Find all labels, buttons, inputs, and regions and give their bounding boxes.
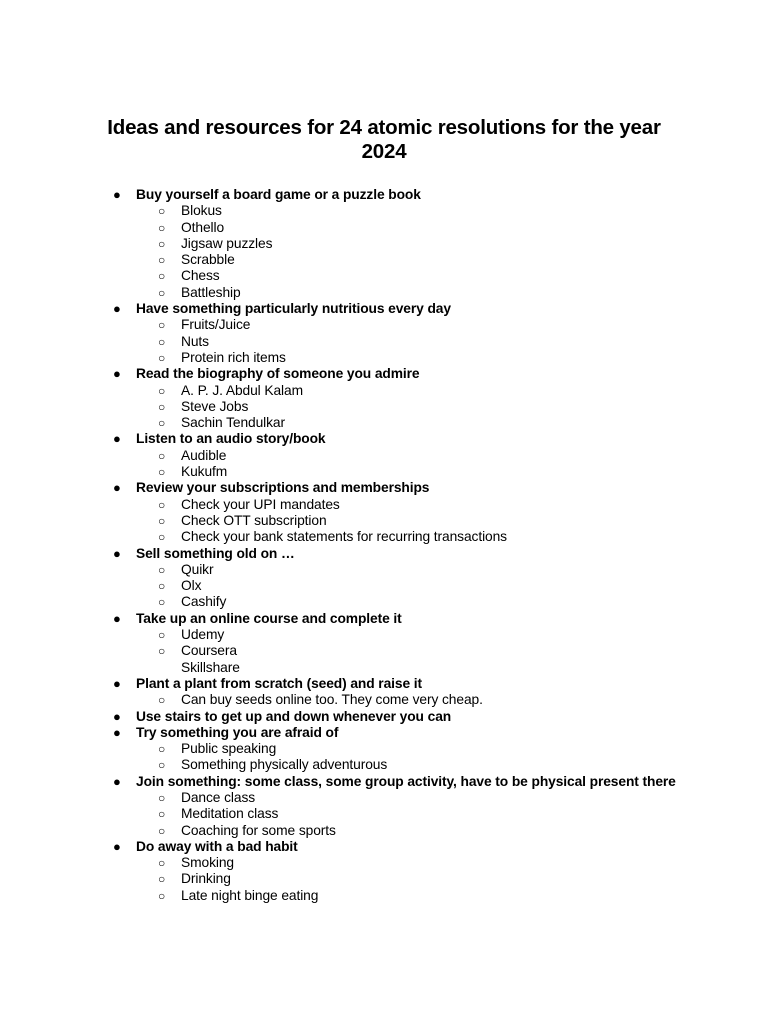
bullet-icon: ● (113, 724, 121, 740)
sub-list (136, 692, 676, 708)
list-item-label: Plant a plant from scratch (seed) and raise it (136, 675, 422, 691)
sub-list-item (158, 496, 676, 513)
bullet-icon: ● (113, 675, 121, 691)
sub-list-item (158, 692, 676, 708)
sub-bullet-icon: ○ (158, 823, 166, 838)
sub-list-item (158, 741, 676, 757)
sub-list-item (158, 512, 676, 529)
sub-bullet-icon: ○ (158, 285, 166, 300)
sub-list-item-label: Check your UPI mandates (181, 496, 340, 512)
sub-bullet-icon: ○ (158, 220, 166, 235)
list-item-label: Have something particularly nutritious every day (136, 301, 451, 317)
list-item (113, 773, 676, 839)
sub-bullet-icon: ○ (158, 334, 166, 349)
sub-list-item-label: Olx (181, 578, 202, 594)
sub-list-item-label: Dance class (181, 789, 256, 805)
list-item (113, 838, 676, 904)
sub-list-item (181, 660, 676, 676)
sub-list-item-label: Check your bank statements for recurring transactions (181, 529, 507, 545)
sub-list-item-label: Sachin Tendulkar (181, 415, 285, 431)
sub-list-item-label: Late night binge eating (181, 887, 319, 903)
list-item-label: Buy yourself a board game or a puzzle book (136, 187, 421, 202)
sub-list-item (158, 561, 676, 578)
sub-list-item-label: Meditation class (181, 806, 279, 822)
sub-list-item-label: Steve Jobs (181, 398, 249, 414)
sub-list (136, 741, 676, 774)
sub-list-item (158, 219, 676, 236)
sub-list-item-label: Smoking (181, 855, 234, 871)
sub-bullet-icon: ○ (158, 595, 166, 610)
sub-list-item (158, 464, 676, 480)
sub-list-item (158, 349, 676, 366)
sub-list-item (158, 822, 676, 839)
sub-list-item (158, 203, 676, 219)
sub-list-item (158, 268, 676, 284)
sub-list-item-label: Quikr (181, 561, 214, 577)
sub-bullet-icon: ○ (158, 888, 166, 903)
sub-list-item (158, 317, 676, 333)
sub-list-item-label: Audible (181, 447, 227, 463)
sub-list-item (158, 578, 676, 594)
sub-list (136, 448, 676, 481)
list-item-label: Sell something old on … (136, 545, 295, 561)
sub-bullet-icon: ○ (158, 465, 166, 480)
resolution-list (113, 187, 676, 904)
bullet-icon: ● (113, 187, 121, 202)
list-item (113, 366, 676, 431)
sub-list-item-label: Othello (181, 219, 225, 235)
list-item (113, 187, 676, 301)
sub-bullet-icon: ○ (158, 448, 166, 463)
sub-list-item-label: Fruits/Juice (181, 317, 251, 333)
sub-list-item (158, 398, 676, 415)
bullet-icon: ● (113, 610, 121, 626)
sub-bullet-icon: ○ (158, 269, 166, 284)
sub-list-item-label: Coursera (181, 643, 237, 659)
sub-list-item-label: Scrabble (181, 252, 235, 268)
sub-bullet-icon: ○ (158, 758, 166, 773)
sub-list (136, 627, 676, 676)
sub-list-item-label: Kukufm (181, 464, 228, 480)
sub-list-item (158, 643, 676, 659)
bullet-icon: ● (113, 366, 121, 382)
sub-bullet-icon: ○ (158, 693, 166, 708)
sub-bullet-icon: ○ (158, 742, 166, 757)
sub-list-item (158, 284, 676, 301)
sub-bullet-icon: ○ (158, 872, 166, 887)
sub-list (136, 790, 676, 839)
sub-bullet-icon: ○ (158, 350, 166, 365)
sub-bullet-icon: ○ (158, 628, 166, 643)
sub-list-item (158, 789, 676, 806)
sub-list-item (158, 529, 676, 545)
list-item (113, 675, 676, 709)
sub-list-item (158, 887, 676, 904)
sub-bullet-icon: ○ (158, 204, 166, 219)
bullet-icon: ● (113, 301, 121, 317)
sub-bullet-icon: ○ (158, 530, 166, 545)
list-item-label: Review your subscriptions and memberships (136, 480, 430, 496)
sub-list-item-label: A. P. J. Abdul Kalam (181, 382, 303, 398)
sub-bullet-icon: ○ (158, 383, 166, 398)
sub-list (136, 497, 676, 546)
sub-bullet-icon: ○ (158, 416, 166, 431)
bullet-icon: ● (113, 838, 121, 854)
sub-list (136, 562, 676, 611)
sub-bullet-icon: ○ (158, 856, 166, 871)
sub-list-item-label: Drinking (181, 871, 231, 887)
sub-list-item-label: Udemy (181, 627, 225, 643)
sub-list-item (158, 252, 676, 268)
sub-list-item-label: Chess (181, 268, 220, 284)
list-item-label: Listen to an audio story/book (136, 431, 326, 447)
sub-bullet-icon: ○ (158, 807, 166, 822)
sub-list-item (158, 447, 676, 464)
sub-list-item-label: Blokus (181, 203, 222, 219)
list-item-label: Take up an online course and complete it (136, 610, 402, 626)
sub-list-item-label: Cashify (181, 594, 227, 610)
sub-bullet-icon: ○ (158, 644, 166, 659)
list-item (113, 724, 676, 774)
list-item (113, 301, 676, 366)
bullet-icon: ● (113, 773, 121, 789)
sub-list-item (158, 333, 676, 350)
sub-bullet-icon: ○ (158, 497, 166, 512)
page-title: Ideas and resources for 24 atomic resolutions for the year 2024 (107, 116, 661, 163)
sub-list-item-label: Can buy seeds online too. They come very cheap. (181, 692, 483, 708)
sub-list-item-label: Nuts (181, 333, 209, 349)
sub-list-item-label: Public speaking (181, 741, 277, 757)
bullet-icon: ● (113, 545, 121, 561)
sub-bullet-icon: ○ (158, 253, 166, 268)
sub-list (136, 383, 676, 432)
list-item (113, 480, 676, 545)
sub-list-item-label: Something physically adventurous (181, 757, 388, 773)
sub-list (136, 855, 676, 904)
sub-list-item (158, 594, 676, 610)
sub-list-item-label: Skillshare (181, 659, 240, 675)
sub-bullet-icon: ○ (158, 236, 166, 251)
sub-list-item-label: Check OTT subscription (181, 512, 327, 528)
sub-bullet-icon: ○ (158, 579, 166, 594)
sub-list-item-label: Coaching for some sports (181, 822, 336, 838)
sub-list-item (158, 871, 676, 887)
list-item-label: Try something you are afraid of (136, 724, 339, 740)
sub-list-item (158, 415, 676, 431)
sub-list-item (158, 235, 676, 252)
sub-list-item (158, 382, 676, 399)
bullet-icon: ● (113, 708, 121, 724)
sub-bullet-icon: ○ (158, 318, 166, 333)
sub-bullet-icon: ○ (158, 790, 166, 805)
sub-list-item-label: Battleship (181, 284, 241, 300)
sub-list-item (158, 757, 676, 773)
list-item-label: Join something: some class, some group activity, have to be physical present there (136, 773, 676, 789)
sub-list-item (158, 806, 676, 822)
sub-bullet-icon: ○ (158, 562, 166, 577)
sub-list (136, 203, 676, 301)
sub-list-item (158, 627, 676, 643)
sub-list-item-label: Protein rich items (181, 349, 286, 365)
bullet-icon: ● (113, 431, 121, 447)
list-item (113, 431, 676, 480)
list-item (113, 545, 676, 611)
list-item-label: Read the biography of someone you admire (136, 366, 420, 382)
sub-list-item (158, 855, 676, 871)
bullet-icon: ● (113, 480, 121, 496)
sub-bullet-icon: ○ (158, 513, 166, 528)
sub-list-item-label: Jigsaw puzzles (181, 235, 273, 251)
sub-bullet-icon: ○ (158, 399, 166, 414)
list-item-label: Use stairs to get up and down whenever you can (136, 708, 452, 724)
list-item-label: Do away with a bad habit (136, 838, 298, 854)
list-item (113, 708, 676, 725)
sub-list (136, 317, 676, 366)
list-item (113, 610, 676, 676)
